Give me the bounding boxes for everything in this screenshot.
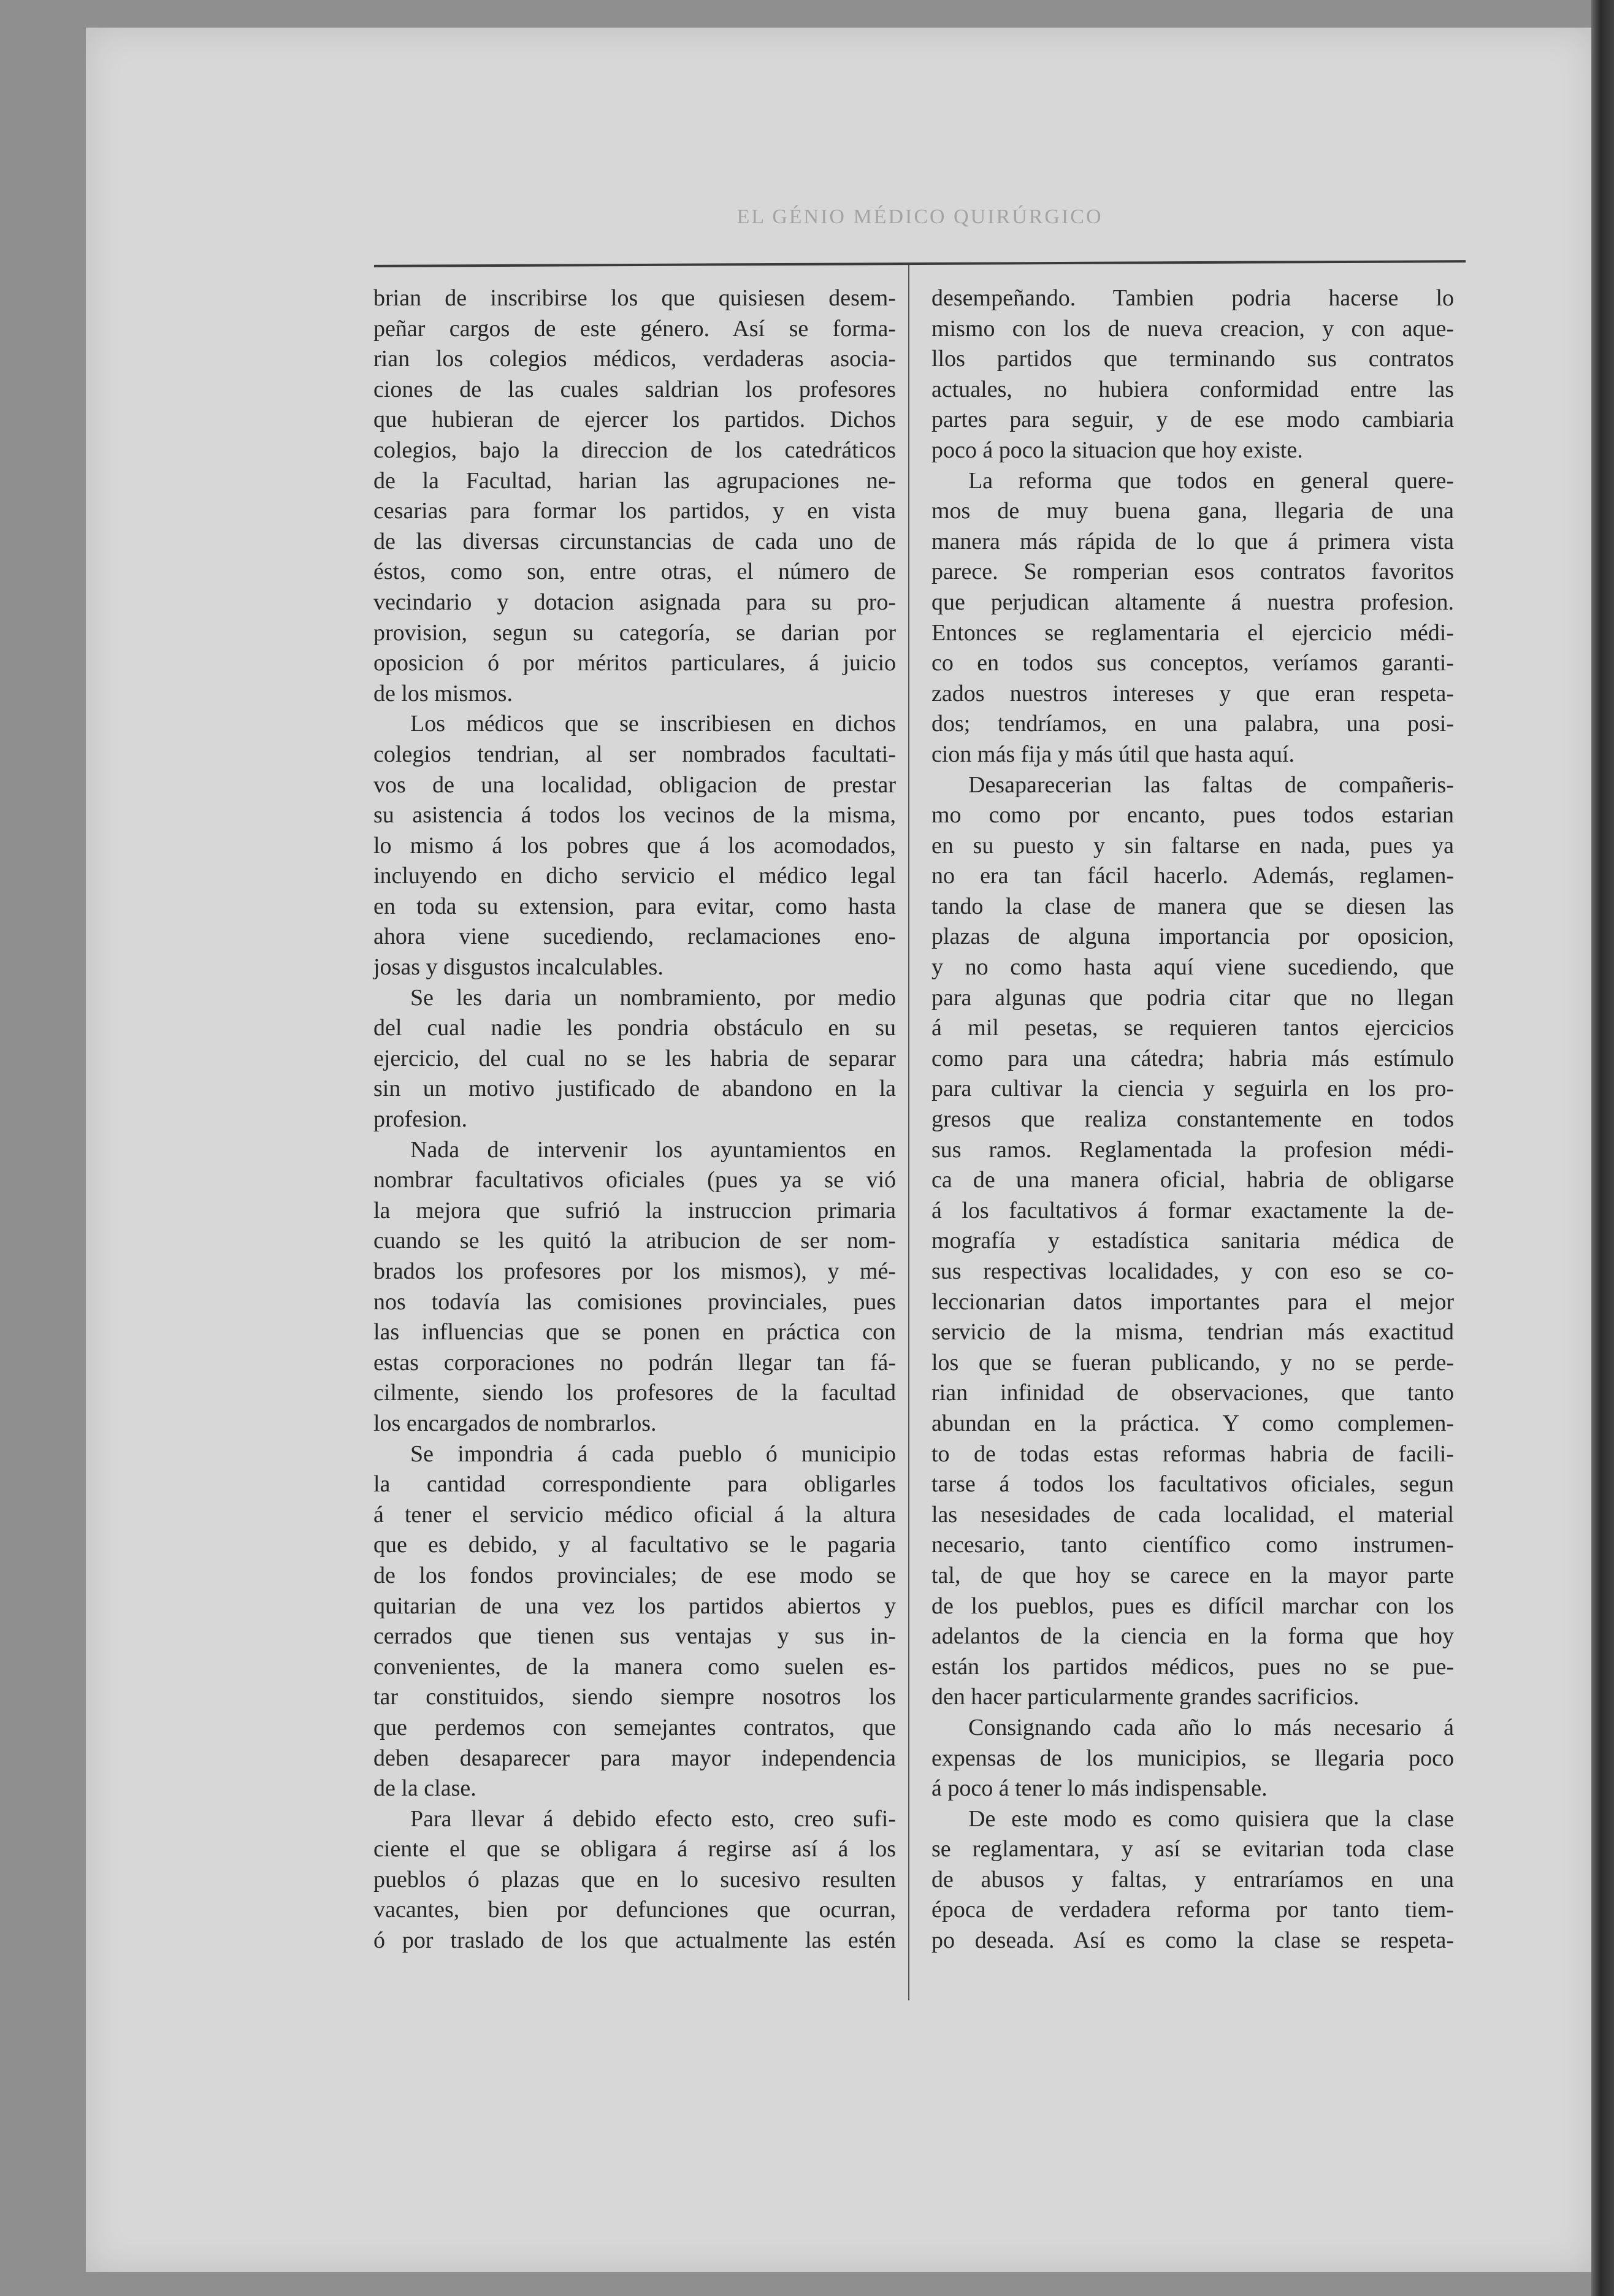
text-line: de las diversas circunstancias de cada uno de (373, 528, 896, 554)
text-line: vecindario y dotacion asignada para su pro- (373, 589, 896, 615)
paragraph (931, 1713, 1454, 1804)
text-line: de la clase. (373, 1775, 476, 1802)
text-line: cerrados que tienen sus ventajas y sus in- (373, 1623, 896, 1650)
text-line: están los partidos médicos, pues no se pue- (931, 1653, 1454, 1680)
column-divider (908, 265, 909, 2000)
paragraph (373, 1439, 896, 1804)
text-line: tarse á todos los facultativos oficiales, segun (931, 1471, 1454, 1498)
text-line: cion más fija y más útil que hasta aquí. (931, 741, 1295, 767)
text-line: oposicion ó por méritos particulares, á juicio (373, 650, 896, 676)
text-line: que es debido, y al facultativo se le pagaria (373, 1532, 896, 1558)
text-line: po deseada. Así es como la clase se respeta- (931, 1927, 1454, 1954)
text-line: den hacer particularmente grandes sacrificios. (931, 1684, 1360, 1710)
text-line: peñar cargos de este género. Así se forma- (373, 315, 896, 342)
text-line: no era tan fácil hacerlo. Además, reglamen- (931, 863, 1454, 889)
text-line: leccionarian datos importantes para el mejor (931, 1288, 1454, 1315)
paragraph (931, 283, 1454, 466)
text-line: tar constituidos, siendo siempre nosotros los (373, 1684, 896, 1710)
text-column-left (373, 283, 896, 1956)
paragraph (373, 1135, 896, 1439)
text-line: que perjudican altamente á nuestra profesion. (931, 589, 1454, 615)
text-line: de la Facultad, harian las agrupaciones ne- (373, 467, 896, 494)
text-line: brados los profesores por los mismos), y mé- (373, 1258, 896, 1284)
text-line: mografía y estadística sanitaria médica de (931, 1228, 1454, 1254)
text-column-right (931, 283, 1454, 1956)
text-line: ahora viene sucediendo, reclamaciones eno- (373, 924, 896, 950)
text-line: incluyendo en dicho servicio el médico legal (373, 863, 896, 889)
text-line: abundan en la práctica. Y como complemen- (931, 1410, 1454, 1436)
text-line: colegios, bajo la direccion de los catedráticos (373, 437, 896, 463)
paragraph (373, 1804, 896, 1956)
text-line: ó por traslado de los que actualmente las estén (373, 1927, 896, 1954)
text-line: como para una cátedra; habria más estímulo (931, 1045, 1454, 1071)
text-line: convenientes, de la manera como suelen es- (373, 1653, 896, 1680)
text-line: gresos que realiza constantemente en todos (931, 1106, 1454, 1133)
text-line: Desaparecerian las faltas de compañeris- (968, 771, 1454, 798)
text-line: Los médicos que se inscribiesen en dichos (410, 711, 896, 737)
text-line: cilmente, siendo los profesores de la facultad (373, 1380, 896, 1406)
paragraph (373, 709, 896, 982)
journal-title: EL GÉNIO MÉDICO QUIRÚRGICO (736, 205, 1103, 228)
text-line: zados nuestros intereses y que eran respeta- (931, 680, 1454, 706)
text-line: parece. Se romperian esos contratos favoritos (931, 559, 1454, 585)
text-line: co en todos sus conceptos, veríamos garanti- (931, 650, 1454, 676)
text-line: vos de una localidad, obligacion de prestar (373, 771, 896, 798)
text-line: plazas de alguna importancia por oposicion, (931, 924, 1454, 950)
text-line: josas y disgustos incalculables. (373, 954, 664, 981)
text-line: nos todavía las comisiones provinciales, pues (373, 1288, 896, 1315)
text-line: Se impondria á cada pueblo ó municipio (410, 1441, 896, 1467)
text-line: á los facultativos á formar exactamente la de- (931, 1197, 1454, 1223)
text-line: to de todas estas reformas habria de facili- (931, 1441, 1454, 1467)
paragraph (931, 466, 1454, 770)
page-binding-edge (1591, 0, 1614, 2296)
text-line: servicio de la misma, tendrian más exactitud (931, 1319, 1454, 1345)
text-line: poco á poco la situacion que hoy existe. (931, 437, 1303, 463)
text-line: los encargados de nombrarlos. (373, 1410, 657, 1436)
text-line: para algunas que podria citar que no llegan (931, 984, 1454, 1011)
text-line: de los fondos provinciales; de ese modo se (373, 1562, 896, 1588)
text-line: deben desaparecer para mayor independencia (373, 1745, 896, 1771)
text-line: brian de inscribirse los que quisiesen desem- (373, 285, 896, 311)
text-line: ciones de las cuales saldrian los profesores (373, 376, 896, 402)
text-line: Se les daria un nombramiento, por medio (410, 984, 896, 1011)
running-header (368, 205, 1472, 242)
text-line: ejercicio, del cual no se les habria de separar (373, 1045, 896, 1071)
text-line: en su puesto y sin faltarse en nada, pues ya (931, 832, 1454, 859)
text-line: su asistencia á todos los vecinos de la misma, (373, 802, 896, 828)
text-line: colegios tendrian, al ser nombrados facultati- (373, 741, 896, 767)
paragraph (931, 1804, 1454, 1956)
text-line: de los mismos. (373, 680, 513, 706)
text-line: y no como hasta aquí viene sucediendo, que (931, 954, 1454, 981)
text-line: nombrar facultativos oficiales (pues ya se vió (373, 1167, 896, 1193)
text-line: estas corporaciones no podrán llegar tan fá- (373, 1349, 896, 1376)
text-line: sus respectivas localidades, y con eso se co- (931, 1258, 1454, 1284)
text-line: Nada de intervenir los ayuntamientos en (410, 1136, 896, 1163)
text-line: que perdemos con semejantes contratos, que (373, 1714, 896, 1740)
text-line: lo mismo á los pobres que á los acomodados, (373, 832, 896, 859)
text-line: vacantes, bien por defunciones que ocurran, (373, 1897, 896, 1923)
text-line: provision, segun su categoría, se darian por (373, 619, 896, 646)
text-line: á poco á tener lo más indispensable. (931, 1775, 1268, 1802)
text-line: Para llevar á debido efecto esto, creo sufi- (410, 1805, 896, 1832)
text-line: sus ramos. Reglamentada la profesion médi- (931, 1136, 1454, 1163)
text-line: rian los colegios médicos, verdaderas asocia- (373, 346, 896, 372)
text-line: rian infinidad de observaciones, que tanto (931, 1380, 1454, 1406)
text-line: los que se fueran publicando, y no se perde- (931, 1349, 1454, 1376)
text-line: cuando se les quitó la atribucion de ser nom- (373, 1228, 896, 1254)
text-line: las influencias que se ponen en práctica con (373, 1319, 896, 1345)
text-line: profesion. (373, 1106, 468, 1133)
text-line: ciente el que se obligara á regirse así á los (373, 1836, 896, 1862)
text-line: mismo con los de nueva creacion, y con aque- (931, 315, 1454, 342)
text-line: época de verdadera reforma por tanto tiem- (931, 1897, 1454, 1923)
paragraph (931, 770, 1454, 1713)
text-line: De este modo es como quisiera que la clase (968, 1805, 1454, 1832)
text-line: La reforma que todos en general quere- (968, 467, 1454, 494)
text-line: necesario, tanto científico como instrumen- (931, 1532, 1454, 1558)
text-line: partes para seguir, y de ese modo cambiaria (931, 407, 1454, 433)
text-line: en toda su extension, para evitar, como hasta (373, 893, 896, 919)
text-line: dos; tendríamos, en una palabra, una posi- (931, 711, 1454, 737)
text-line: del cual nadie les pondria obstáculo en su (373, 1015, 896, 1041)
text-line: á tener el servicio médico oficial á la altura (373, 1501, 896, 1528)
text-line: para cultivar la ciencia y seguirla en los pro- (931, 1076, 1454, 1102)
paragraph (373, 283, 896, 709)
text-line: á mil pesetas, se requieren tantos ejercicios (931, 1015, 1454, 1041)
text-line: Consignando cada año lo más necesario á (968, 1714, 1454, 1740)
text-line: tal, de que hoy se carece en la mayor parte (931, 1562, 1454, 1588)
text-line: desempeñando. Tambien podria hacerse lo (931, 285, 1454, 311)
text-line: llos partidos que terminando sus contratos (931, 346, 1454, 372)
text-line: que hubieran de ejercer los partidos. Dichos (373, 407, 896, 433)
text-line: tando la clase de manera que se diesen las (931, 893, 1454, 919)
text-line: sin un motivo justificado de abandono en la (373, 1076, 896, 1102)
text-line: de abusos y faltas, y entraríamos en una (931, 1866, 1454, 1892)
text-line: Entonces se reglamentaria el ejercicio médi- (931, 619, 1454, 646)
text-line: pueblos ó plazas que en lo sucesivo resulten (373, 1866, 896, 1892)
text-line: se reglamentara, y así se evitarian toda clase (931, 1836, 1454, 1862)
text-line: quitarian de una vez los partidos abiertos y (373, 1593, 896, 1619)
text-line: manera más rápida de lo que á primera vista (931, 528, 1454, 554)
text-line: la cantidad correspondiente para obligarles (373, 1471, 896, 1498)
text-line: cesarias para formar los partidos, y en vista (373, 498, 896, 524)
paragraph (373, 983, 896, 1135)
text-line: expensas de los municipios, se llegaria poco (931, 1745, 1454, 1771)
text-line: actuales, no hubiera conformidad entre las (931, 376, 1454, 402)
text-line: éstos, como son, entre otras, el número de (373, 559, 896, 585)
text-line: de los pueblos, pues es difícil marchar con los (931, 1593, 1454, 1619)
text-line: adelantos de la ciencia en la forma que hoy (931, 1623, 1454, 1650)
text-line: las nesesidades de cada localidad, el material (931, 1501, 1454, 1528)
text-line: ca de una manera oficial, habria de obligarse (931, 1167, 1454, 1193)
text-line: mos de muy buena gana, llegaria de una (931, 498, 1454, 524)
text-line: la mejora que sufrió la instruccion primaria (373, 1197, 896, 1223)
text-line: mo como por encanto, pues todos estarian (931, 802, 1454, 828)
